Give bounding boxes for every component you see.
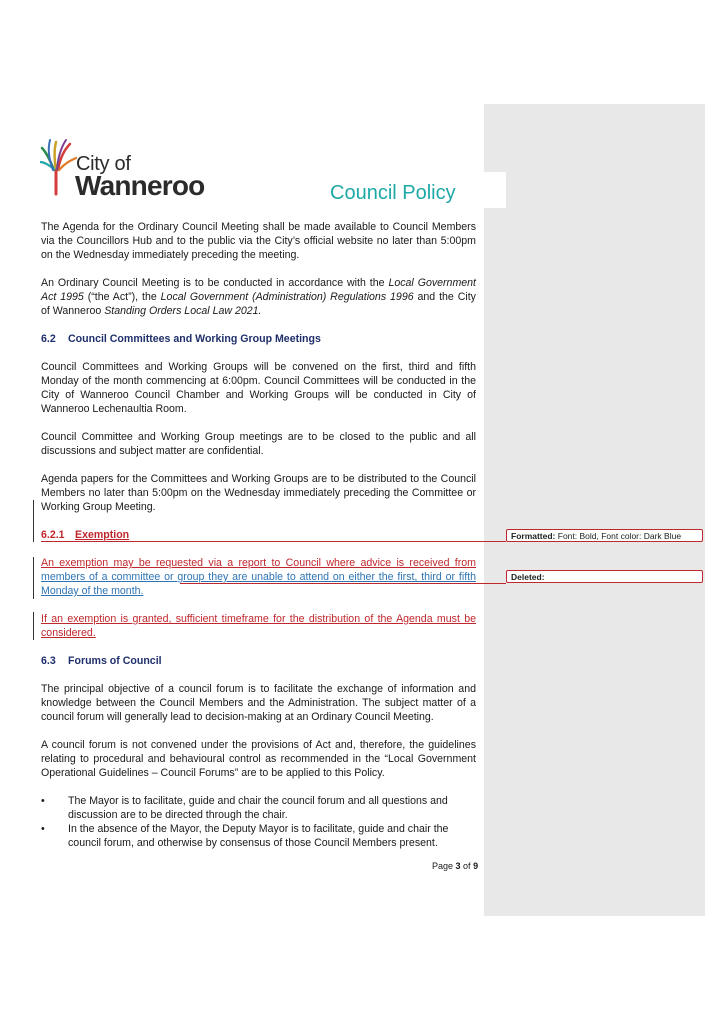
comments-margin-pane <box>484 104 705 916</box>
heading-6-2: 6.2 Council Committees and Working Group Meetings <box>41 333 321 345</box>
paragraph-committees-schedule: Council Committees and Working Groups will be convened on the first, third and fifth Monday of the month commencing at 6:00pm. Council Committees will be conducted in the City of Wanneroo Council Chamber and Working Groups will be conducted in City of Wanneroo Lechenaultia Room. <box>41 361 476 415</box>
comment-balloon-deleted[interactable]: Deleted: <box>506 570 703 583</box>
forum-rules-list <box>41 794 476 850</box>
comment-connector <box>41 541 506 542</box>
logo-wanneroo: Wanneroo <box>75 170 205 201</box>
comment-connector <box>180 583 506 584</box>
comment-balloon-formatted[interactable]: Formatted: Font: Bold, Font color: Dark Blue <box>506 529 703 542</box>
paragraph-agenda: The Agenda for the Ordinary Council Meeting shall be made available to Council Members via the Councillors Hub and to the public via the City’s official website no later than 5:00pm on the Wednesday immediately preceding the meeting. <box>41 221 476 261</box>
paragraph-closed-meetings: Council Committee and Working Group meetings are to be closed to the public and all discussions and subject matter are confidential. <box>41 431 476 457</box>
list-item: • The Mayor is to facilitate, guide and chair the council forum and all questions and discussion are to be directed through the chair. <box>41 795 448 821</box>
paragraph-agenda-papers: Agenda papers for the Committees and Working Groups are to be distributed to the Council Members no later than 5:00pm on the Wednesday immediately preceding the Committee or Working Group Meeting. <box>41 473 476 513</box>
list-item: • In the absence of the Mayor, the Deputy Mayor is to facilitate, guide and chair the council forum, and otherwise by consensus of those Council Members present. <box>41 823 449 849</box>
heading-6-2-1: 6.2.1 Exemption <box>41 529 130 541</box>
paragraph-forum-guidelines: A council forum is not convened under the provisions of Act and, therefore, the guidelines relating to procedural and behavioural control as recommended in the “Local Government Operational Guidelines – Council Forums” are to be applied to this Policy. <box>41 739 476 779</box>
paragraph-forum-objective: The principal objective of a council forum is to facilitate the exchange of information and knowledge between the Council Members and the Administration. The subject matter of a council forum will generally lead to decision-making at an Ordinary Council Meeting. <box>41 683 476 723</box>
page-title: Council Policy <box>330 182 456 204</box>
change-bar <box>33 557 34 599</box>
paragraph-exemption-granted: If an exemption is granted, sufficient timeframe for the distribution of the Agenda must be considered. <box>41 613 476 639</box>
change-bar <box>33 612 34 640</box>
document-body <box>41 220 476 850</box>
change-bar <box>33 500 34 542</box>
page-number: Page 3 of 9 <box>432 861 479 871</box>
paragraph-ordinary-meeting: An Ordinary Council Meeting is to be conducted in accordance with the Local Government Act 1995 (“the Act”), the Local Government (Administration) Regulations 1996 and the City of Wanneroo Standing Orders Local Law 2021. <box>41 277 476 317</box>
heading-6-3: 6.3 Forums of Council <box>41 655 162 667</box>
header-white-box <box>484 172 506 208</box>
logo-city-of: City of <box>76 153 131 175</box>
paragraph-exemption-request: An exemption may be requested via a report to Council where advice is received from members of a committee or group they are unable to attend on either the first, third or fifth Monday of the month. <box>41 557 476 597</box>
